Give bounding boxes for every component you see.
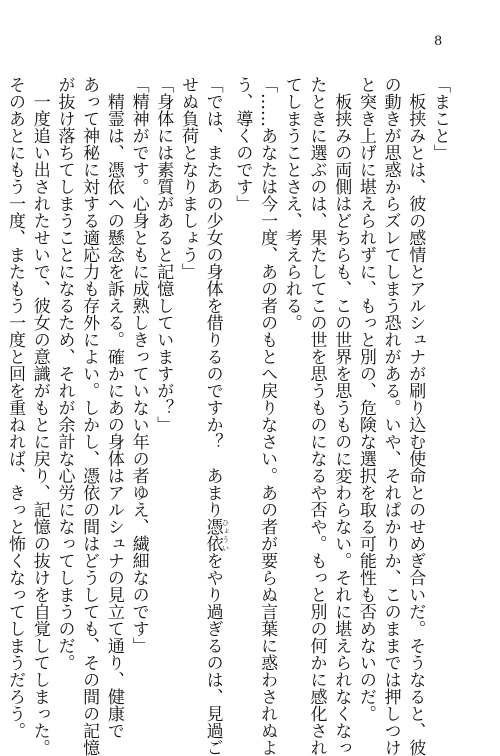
- body-text: [5, 76, 452, 756]
- ruby-word: [202, 518, 230, 552]
- text-line: 板挟みとは、彼の感情とアルシュナが刷り込む使命とのせめぎ合いだ。そうなると、彼: [405, 76, 426, 756]
- text-line: せぬ負荷となりましょう」: [177, 76, 198, 280]
- text-line: と突き上げに堪えられずに、もっと別の、危険な選択を取る可能性も否めないのだ。: [355, 76, 376, 722]
- text-line: の動きが思惑からズレてしまう恐れがある。いや、それぱかりか、このままでは押しつけ: [380, 76, 401, 756]
- text-line-with-ruby: [200, 76, 230, 756]
- text-line: が抜け落ちてしまうことになるため、それが余計な心労になってしまうのだ。: [54, 76, 75, 671]
- line-segment: をやり過ぎるのは、見過ご: [202, 552, 223, 756]
- line-segment: 「では、またあの少女の身体を借りるのですか？ あまり: [202, 76, 223, 518]
- text-line: あって神秘に対する適応力も存外によい。しかし、憑依の間はどうしても、その間の記憶: [79, 76, 100, 756]
- text-line: 「身体には素質があると記憶していますが？」: [153, 76, 174, 433]
- text-line: 「……あなたは今一度、あの者のもとへ戻りなさい。あの者が要らぬ言葉に惑わされぬよ: [257, 76, 278, 756]
- text-line: う、導くのです」: [232, 76, 253, 212]
- text-line: 一度追い出されたせいで、彼女の意識がもとに戻り、記憶の抜けを自覚してしまった。: [29, 76, 50, 756]
- page-number: 8: [434, 34, 443, 49]
- text-line: 「精神がです。心身ともに成熟しきっていない年の者ゆえ、繊細なのです」: [128, 76, 149, 654]
- text-line: たときに選ぶのは、果たしてこの世を思うものになるや否や。もっと別の何かに感化され: [306, 76, 327, 756]
- text-line: 板挟みの両側はどちらも、この世界を思うものに変わらない。それに堪えられなくなっ: [331, 76, 352, 756]
- ruby-reading: ひょうい: [221, 518, 230, 552]
- text-line: 「まこと」: [430, 76, 450, 161]
- text-line: 精霊は、憑依への懸念を訴える。確かにあの身体はアルシュナの見立て通り、健康で: [103, 76, 124, 739]
- ruby-base: 憑依: [202, 518, 223, 552]
- text-line: てしまうことさえ、考えられる。: [281, 76, 302, 331]
- text-line: そのあとにもう一度、またもう一度と回を重ねれば、きっと怖くなってしまうだろう。: [5, 76, 26, 739]
